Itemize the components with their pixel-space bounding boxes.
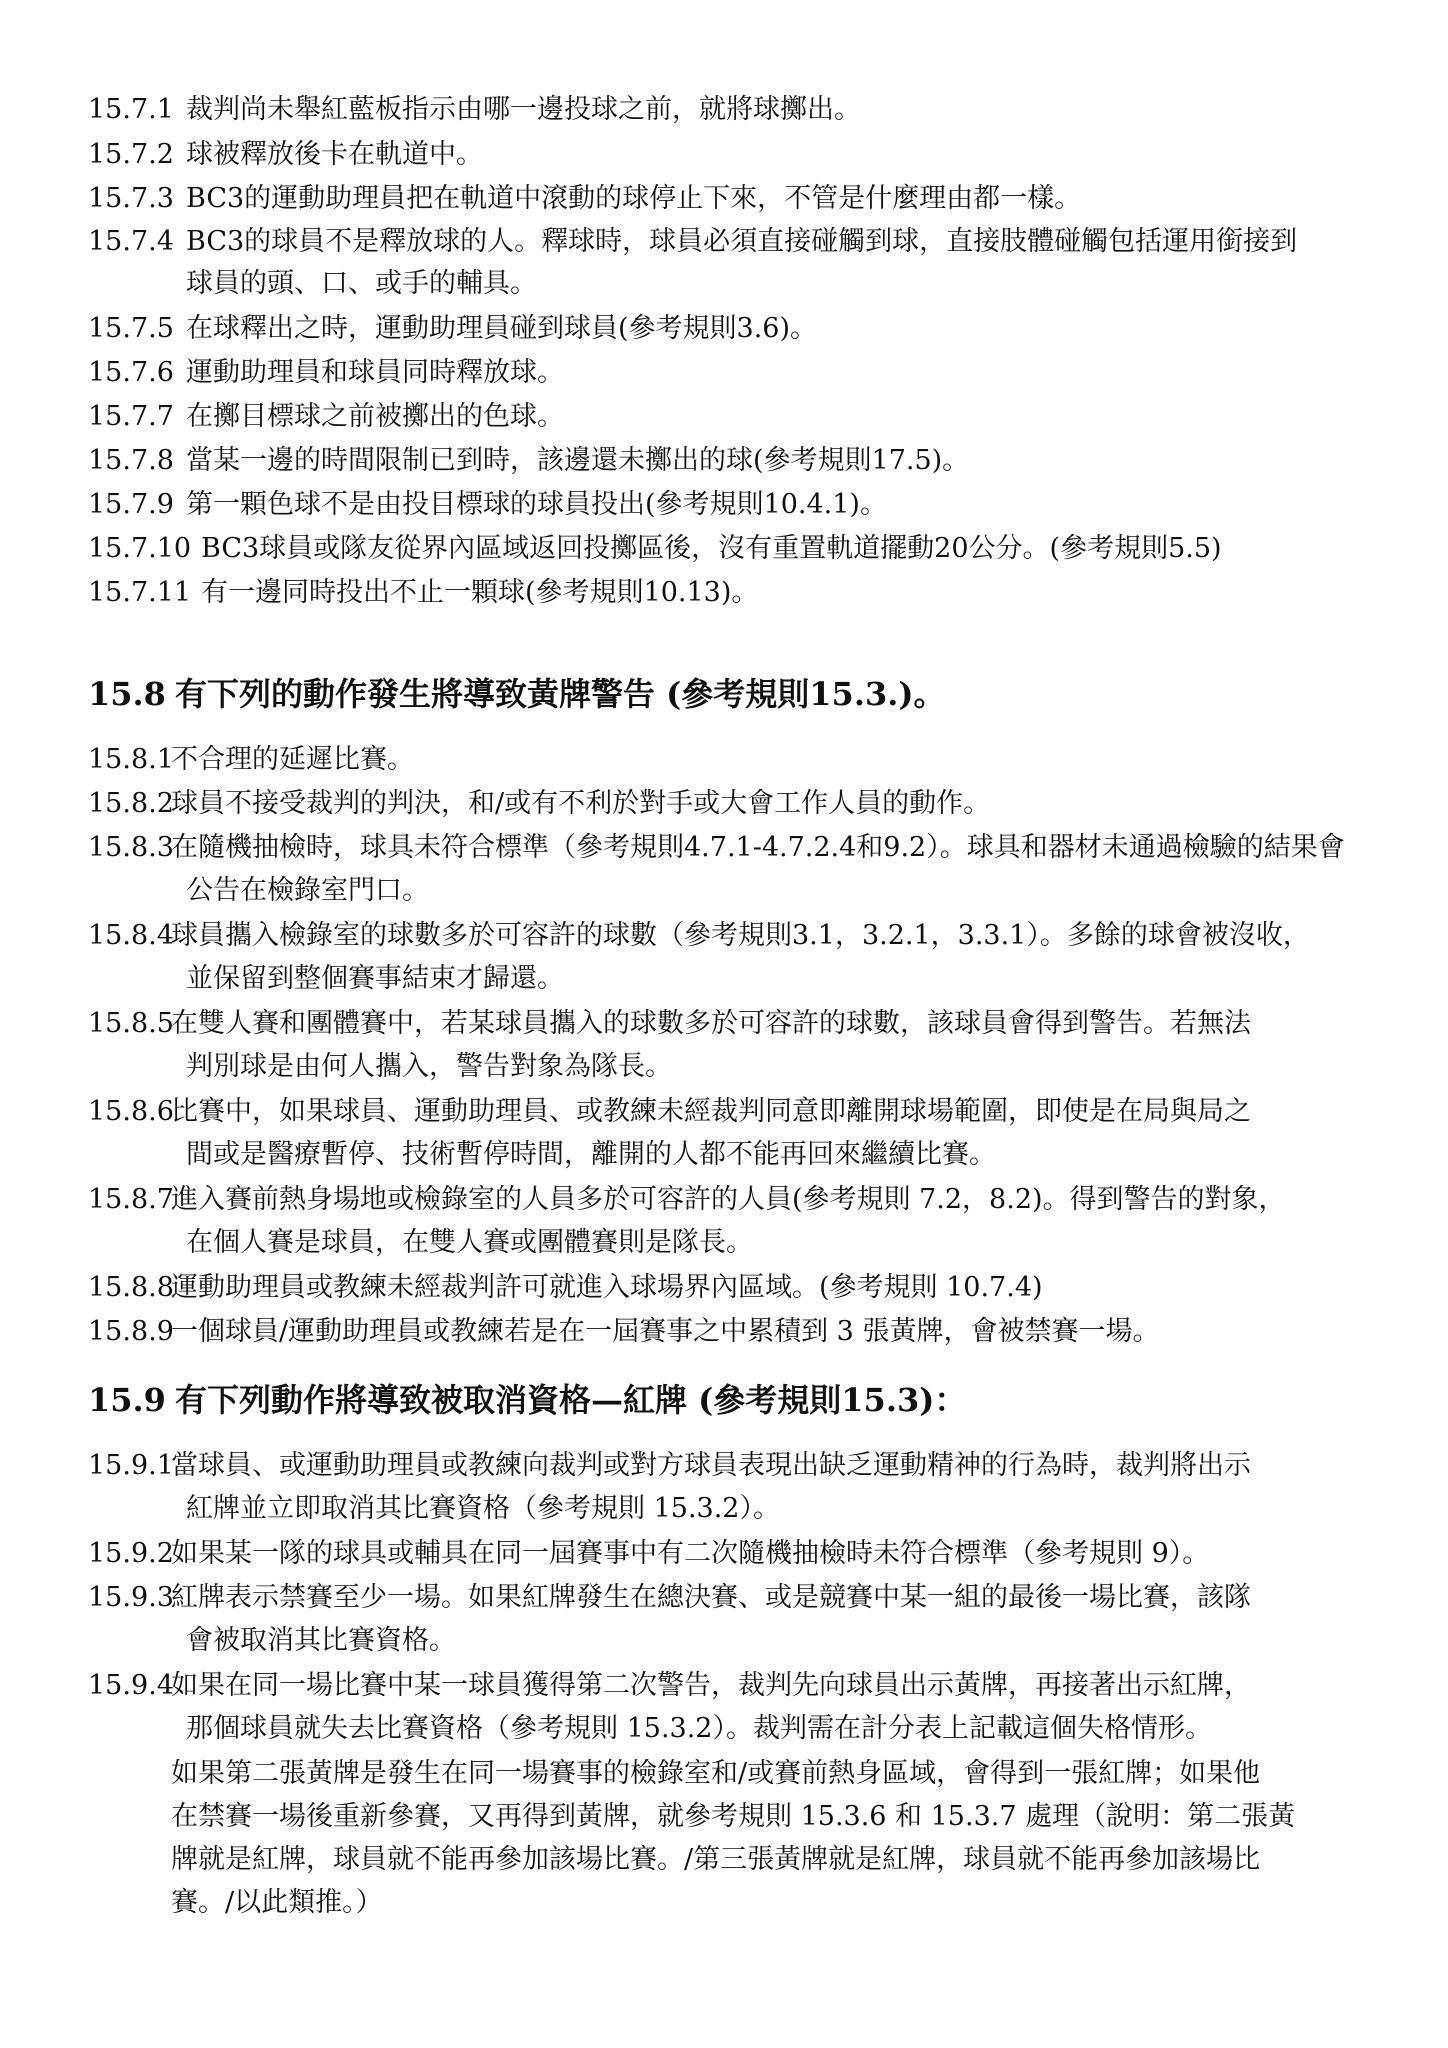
rule-text-continued: 那個球員就失去比賽資格（參考規則 15.3.2）。裁判需在計分表上記載這個失格情形。 xyxy=(186,1713,1212,1744)
rule-15-7-2 xyxy=(88,135,1368,175)
rule-text: BC3球員或隊友從界內區域返回投擲區後，沒有重置軌道擺動20公分。(參考規則5.5) xyxy=(201,533,1222,564)
rule-number: 15.8.1 xyxy=(88,744,174,775)
rule-text: 如果在同一場比賽中某一球員獲得第二次警告，裁判先向球員出示黃牌，再接著出示紅牌， xyxy=(171,1670,1251,1701)
rule-15-7-7 xyxy=(88,397,1368,437)
rule-number: 15.7.10 xyxy=(88,533,192,564)
rule-text-continued: 並保留到整個賽事結束才歸還。 xyxy=(186,963,564,994)
rule-text: 在雙人賽和團體賽中，若某球員攜入的球數多於可容許的球數，該球員會得到警告。若無法 xyxy=(171,1008,1251,1039)
rule-15-7-10 xyxy=(88,529,1368,569)
rule-number: 15.7.11 xyxy=(88,577,192,608)
section-number: 15.8 xyxy=(88,675,166,713)
rule-15-8-2 xyxy=(88,784,1368,824)
rule-15-7-3 xyxy=(88,179,1368,219)
rule-text-continued: 會被取消其比賽資格。 xyxy=(186,1625,456,1656)
rule-15-8-6 xyxy=(88,1092,1368,1176)
rule-15-8-8 xyxy=(88,1268,1368,1308)
rule-number: 15.8.6 xyxy=(88,1096,174,1127)
rule-text: 當球員、或運動助理員或教練向裁判或對方球員表現出缺乏運動精神的行為時，裁判將出示 xyxy=(171,1450,1251,1481)
rule-number: 15.9.2 xyxy=(88,1538,174,1569)
rule-text: 運動助理員或教練未經裁判許可就進入球場界內區域。(參考規則 10.7.4) xyxy=(171,1272,1043,1303)
rule-text: 當某一邊的時間限制已到時，該邊還未擲出的球(參考規則17.5)。 xyxy=(186,445,970,476)
rule-text: 比賽中，如果球員、運動助理員、或教練未經裁判同意即離開球場範圍，即使是在局與局之 xyxy=(171,1096,1251,1127)
rule-number: 15.7.9 xyxy=(88,489,174,520)
rule-15-7-9 xyxy=(88,485,1368,525)
rule-number: 15.8.3 xyxy=(88,832,174,863)
rule-text-continued: 在個人賽是球員，在雙人賽或團體賽則是隊長。 xyxy=(186,1227,753,1258)
rule-note-continued: 在禁賽一場後重新參賽，又再得到黃牌，就參考規則 15.3.6 和 15.3.7 處理（說明：第二張黃 xyxy=(171,1801,1296,1832)
rule-15-8-7 xyxy=(88,1180,1368,1264)
rule-15-7-8 xyxy=(88,441,1368,481)
rule-number: 15.8.8 xyxy=(88,1272,174,1303)
rule-text-continued: 球員的頭、口、或手的輔具。 xyxy=(186,268,537,299)
rule-text: 裁判尚未舉紅藍板指示由哪一邊投球之前，就將球擲出。 xyxy=(186,94,861,125)
section-title: 有下列動作將導致被取消資格—紅牌 (參考規則15.3)： xyxy=(175,1381,967,1419)
rule-text: 第一顆色球不是由投目標球的球員投出(參考規則10.4.1)。 xyxy=(186,489,887,520)
rule-text: BC3的球員不是釋放球的人。釋球時，球員必須直接碰觸到球，直接肢體碰觸包括運用銜接到 xyxy=(186,226,1298,257)
rule-note-continued: 牌就是紅牌，球員就不能再參加該場比賽。/第三張黃牌就是紅牌，球員就不能再參加該場比 xyxy=(171,1844,1261,1875)
rule-15-8-4 xyxy=(88,916,1368,1000)
rule-number: 15.7.4 xyxy=(88,226,174,257)
rule-number: 15.8.7 xyxy=(88,1184,174,1215)
rule-number: 15.7.5 xyxy=(88,313,174,344)
rule-text: 在擲目標球之前被擲出的色球。 xyxy=(186,401,564,432)
rule-text: 進入賽前熱身場地或檢錄室的人員多於可容許的人員(參考規則 7.2，8.2)。得到警告的對象， xyxy=(171,1184,1286,1215)
rule-15-7-5 xyxy=(88,309,1368,349)
rule-text: 一個球員/運動助理員或教練若是在一屆賽事之中累積到 3 張黃牌，會被禁賽一場。 xyxy=(171,1316,1160,1347)
rule-text: 有一邊同時投出不止一顆球(參考規則10.13)。 xyxy=(201,577,759,608)
rule-text: 如果某一隊的球具或輔具在同一屆賽事中有二次隨機抽檢時未符合標準（參考規則 9）。 xyxy=(171,1538,1210,1569)
rule-number: 15.7.3 xyxy=(88,183,174,214)
rule-text-continued: 公告在檢錄室門口。 xyxy=(186,875,429,906)
rule-number: 15.8.4 xyxy=(88,920,174,951)
rule-text-continued: 紅牌並立即取消其比賽資格（參考規則 15.3.2）。 xyxy=(186,1493,780,1524)
rule-15-7-4 xyxy=(88,222,1368,306)
rule-number: 15.7.2 xyxy=(88,139,174,170)
section-heading-15-8 xyxy=(88,672,946,716)
rule-15-7-1 xyxy=(88,90,1368,130)
rule-text: 不合理的延遲比賽。 xyxy=(171,744,414,775)
rule-number: 15.9.3 xyxy=(88,1582,174,1613)
rule-text-continued: 判別球是由何人攜入，警告對象為隊長。 xyxy=(186,1051,672,1082)
rule-text: 球員攜入檢錄室的球數多於可容許的球數（參考規則3.1，3.2.1，3.3.1）。多餘的球會被沒收， xyxy=(171,920,1310,951)
rule-number: 15.7.1 xyxy=(88,94,174,125)
rule-number: 15.9.1 xyxy=(88,1450,174,1481)
rule-number: 15.8.5 xyxy=(88,1008,174,1039)
rule-number: 15.8.2 xyxy=(88,788,174,819)
rule-15-9-4 xyxy=(88,1666,1368,1926)
rule-text: BC3的運動助理員把在軌道中滾動的球停止下來，不管是什麼理由都一樣。 xyxy=(186,183,1082,214)
rule-15-7-6 xyxy=(88,353,1368,393)
rule-number: 15.8.9 xyxy=(88,1316,174,1347)
rule-15-9-3 xyxy=(88,1578,1368,1662)
rule-note: 如果第二張黃牌是發生在同一場賽事的檢錄室和/或賽前熱身區域，會得到一張紅牌；如果他 xyxy=(171,1758,1261,1789)
rule-15-7-11 xyxy=(88,573,1368,613)
rule-text: 紅牌表示禁賽至少一場。如果紅牌發生在總決賽、或是競賽中某一組的最後一場比賽，該隊 xyxy=(171,1582,1251,1613)
rule-text-continued: 間或是醫療暫停、技術暫停時間，離開的人都不能再回來繼續比賽。 xyxy=(186,1139,996,1170)
rule-text: 球員不接受裁判的判決，和/或有不利於對手或大會工作人員的動作。 xyxy=(171,788,991,819)
rule-15-8-9 xyxy=(88,1312,1368,1352)
rule-text: 運動助理員和球員同時釋放球。 xyxy=(186,357,564,388)
rule-text: 球被釋放後卡在軌道中。 xyxy=(186,139,483,170)
section-heading-15-9 xyxy=(88,1378,966,1422)
rule-text: 在隨機抽檢時，球具未符合標準（參考規則4.7.1-4.7.2.4和9.2）。球具和器材未通過檢驗的結果會 xyxy=(171,832,1345,863)
section-title: 有下列的動作發生將導致黃牌警告 (參考規則15.3.)。 xyxy=(175,675,946,713)
rule-15-8-1 xyxy=(88,740,1368,780)
section-number: 15.9 xyxy=(88,1381,166,1419)
rule-note-continued: 賽。/以此類推。） xyxy=(171,1887,383,1918)
rule-15-9-1 xyxy=(88,1446,1368,1530)
rule-15-8-3 xyxy=(88,828,1368,912)
rule-15-9-2 xyxy=(88,1534,1368,1574)
rule-number: 15.7.6 xyxy=(88,357,174,388)
rule-number: 15.7.7 xyxy=(88,401,174,432)
rule-number: 15.9.4 xyxy=(88,1670,174,1701)
rule-15-8-5 xyxy=(88,1004,1368,1088)
rule-number: 15.7.8 xyxy=(88,445,174,476)
rule-text: 在球釋出之時，運動助理員碰到球員(參考規則3.6)。 xyxy=(186,313,818,344)
